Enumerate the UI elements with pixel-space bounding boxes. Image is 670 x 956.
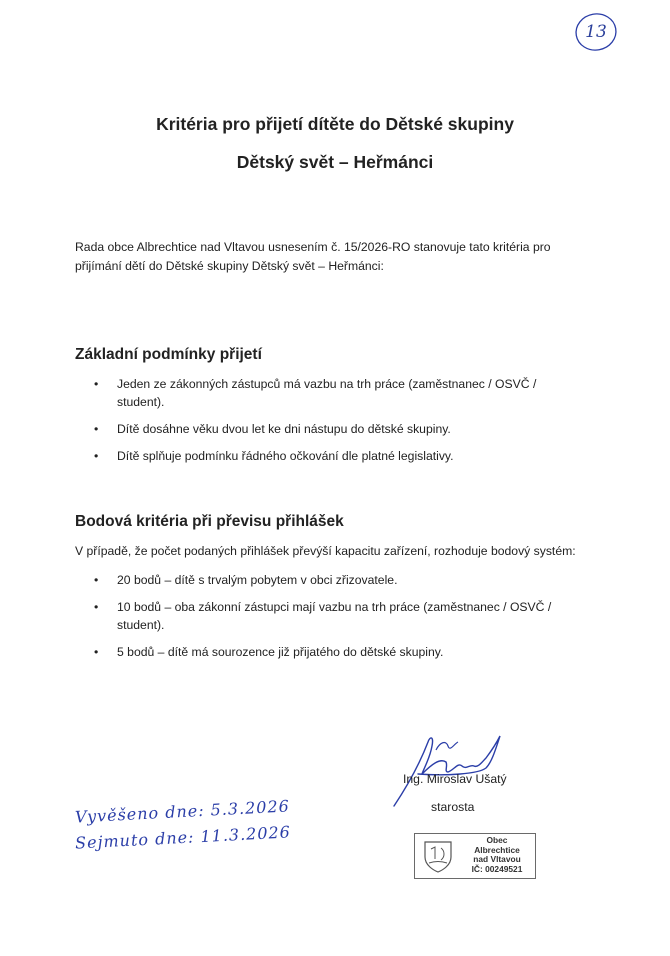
list-item: • Jeden ze zákonných zástupců má vazbu na trh práce (zaměstnanec / OSVČ / student). [0, 375, 567, 411]
points-lead-text: V případě, že počet podaných přihlášek převýší kapacitu zařízení, rozhoduje bodový systém: [75, 544, 576, 558]
stamp-line: Obec [486, 835, 508, 845]
handwritten-posted-date: Vyvěšeno dne: 5.3.2026 [74, 796, 291, 827]
official-stamp [414, 833, 536, 879]
document-subtitle: Dětský svět – Heřmánci [236, 152, 434, 172]
intro-paragraph: Rada obce Albrechtice nad Vltavou usnesením č. 15/2026-RO stanovuje tato kritéria pro přijímání dětí do Dětské skupiny Dětský svět – Heřmánci: [75, 240, 551, 273]
handwritten-removed-date: Sejmuto dne: 11.3.2026 [74, 822, 292, 853]
page-number-annotation [576, 12, 616, 52]
signature-icon [388, 728, 508, 808]
basic-conditions-list [0, 375, 567, 474]
coat-of-arms-icon [421, 839, 455, 873]
points-criteria-list [0, 571, 567, 670]
list-item: • Dítě dosáhne věku dvou let ke dni nástupu do dětské skupiny. [0, 420, 567, 438]
list-item: • 20 bodů – dítě s trvalým pobytem v obci zřizovatele. [0, 571, 567, 589]
list-item: • 5 bodů – dítě má sourozence již přijatého do dětské skupiny. [0, 643, 567, 661]
list-item: • Dítě splňuje podmínku řádného očkování dle platné legislativy. [0, 447, 567, 465]
signer-role: starosta [431, 800, 475, 814]
stamp-line: IČ: 00249521 [471, 863, 523, 874]
page-number-text: 13 [585, 22, 607, 42]
stamp-line: Albrechtice [474, 844, 520, 855]
stamp-text [461, 836, 533, 874]
document-title: Kritéria pro přijetí dítěte do Dětské skupiny [156, 114, 514, 134]
section-heading-points: Bodová kritéria při převisu přihlášek [75, 513, 344, 530]
signer-name: Ing. Miroslav Ušatý [403, 772, 507, 786]
list-item: • 10 bodů – oba zákonní zástupci mají vazbu na trh práce (zaměstnanec / OSVČ / student). [0, 598, 567, 634]
stamp-line: nad Vltavou [473, 854, 521, 865]
section-heading-basic: Základní podmínky přijetí [75, 346, 262, 363]
